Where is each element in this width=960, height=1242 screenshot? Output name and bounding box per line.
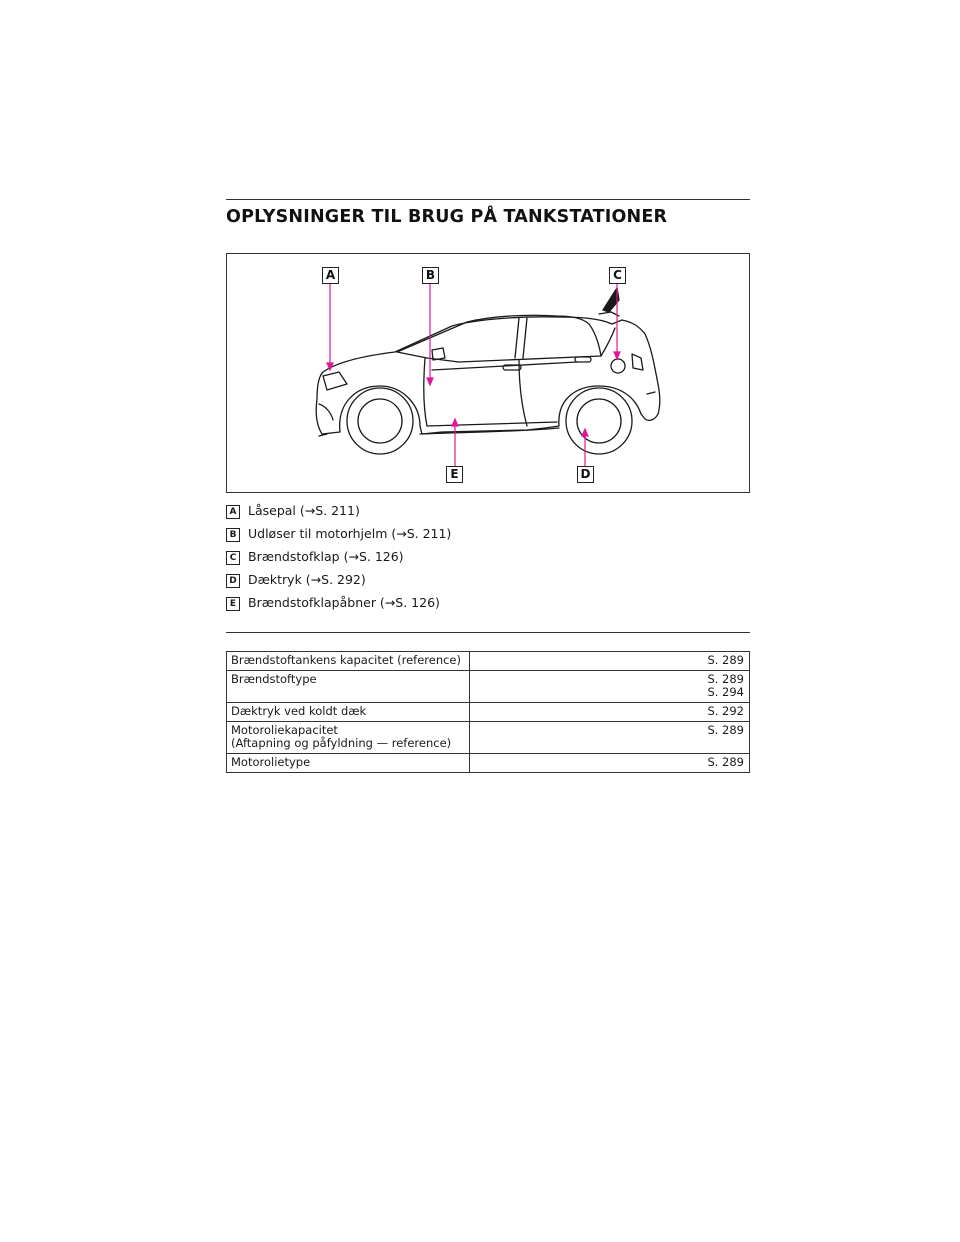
legend-key: B [226,528,240,542]
callout-d: D [577,466,594,483]
top-rule [226,199,750,200]
callout-c: C [609,267,626,284]
table-label: Brændstoftype [227,671,470,703]
table-row [227,652,750,671]
legend-item [226,549,750,572]
fuel-door [611,359,625,373]
table-value: S. 292 [470,703,750,722]
bottom-rule [226,632,750,633]
legend-key: C [226,551,240,565]
table-value: S. 289 [470,754,750,773]
table-value: S. 289 S. 294 [470,671,750,703]
table-value: S. 289 [470,722,750,754]
legend-list [226,503,750,618]
table-label: Dæktryk ved koldt dæk [227,703,470,722]
legend-item [226,572,750,595]
table-label: Motorolietype [227,754,470,773]
table-label: Motoroliekapacitet (Aftapning og påfyldning — reference) [227,722,470,754]
table-row [227,703,750,722]
legend-text: Dæktryk (→S. 292) [248,572,366,587]
callout-a: A [322,267,339,284]
car-body-outline [316,317,660,434]
front-wheel [347,388,413,454]
legend-key: D [226,574,240,588]
car-figure [226,253,750,493]
table-label: Brændstoftankens kapacitet (reference) [227,652,470,671]
callout-b: B [422,267,439,284]
legend-text: Brændstofklap (→S. 126) [248,549,404,564]
car-illustration [227,254,749,492]
legend-text: Låsepal (→S. 211) [248,503,360,518]
table-value: S. 289 [470,652,750,671]
table-row [227,671,750,703]
reference-table [226,651,750,773]
legend-text: Brændstofklapåbner (→S. 126) [248,595,440,610]
rear-wheel [566,388,632,454]
legend-key: A [226,505,240,519]
car-window-outline [397,315,601,362]
legend-text: Udløser til motorhjelm (→S. 211) [248,526,452,541]
page-title: OPLYSNINGER TIL BRUG PÅ TANKSTATIONER [226,207,668,227]
legend-item [226,503,750,526]
table-row [227,754,750,773]
callout-e: E [446,466,463,483]
legend-key: E [226,597,240,611]
legend-item [226,595,750,618]
legend-item [226,526,750,549]
table-row [227,722,750,754]
